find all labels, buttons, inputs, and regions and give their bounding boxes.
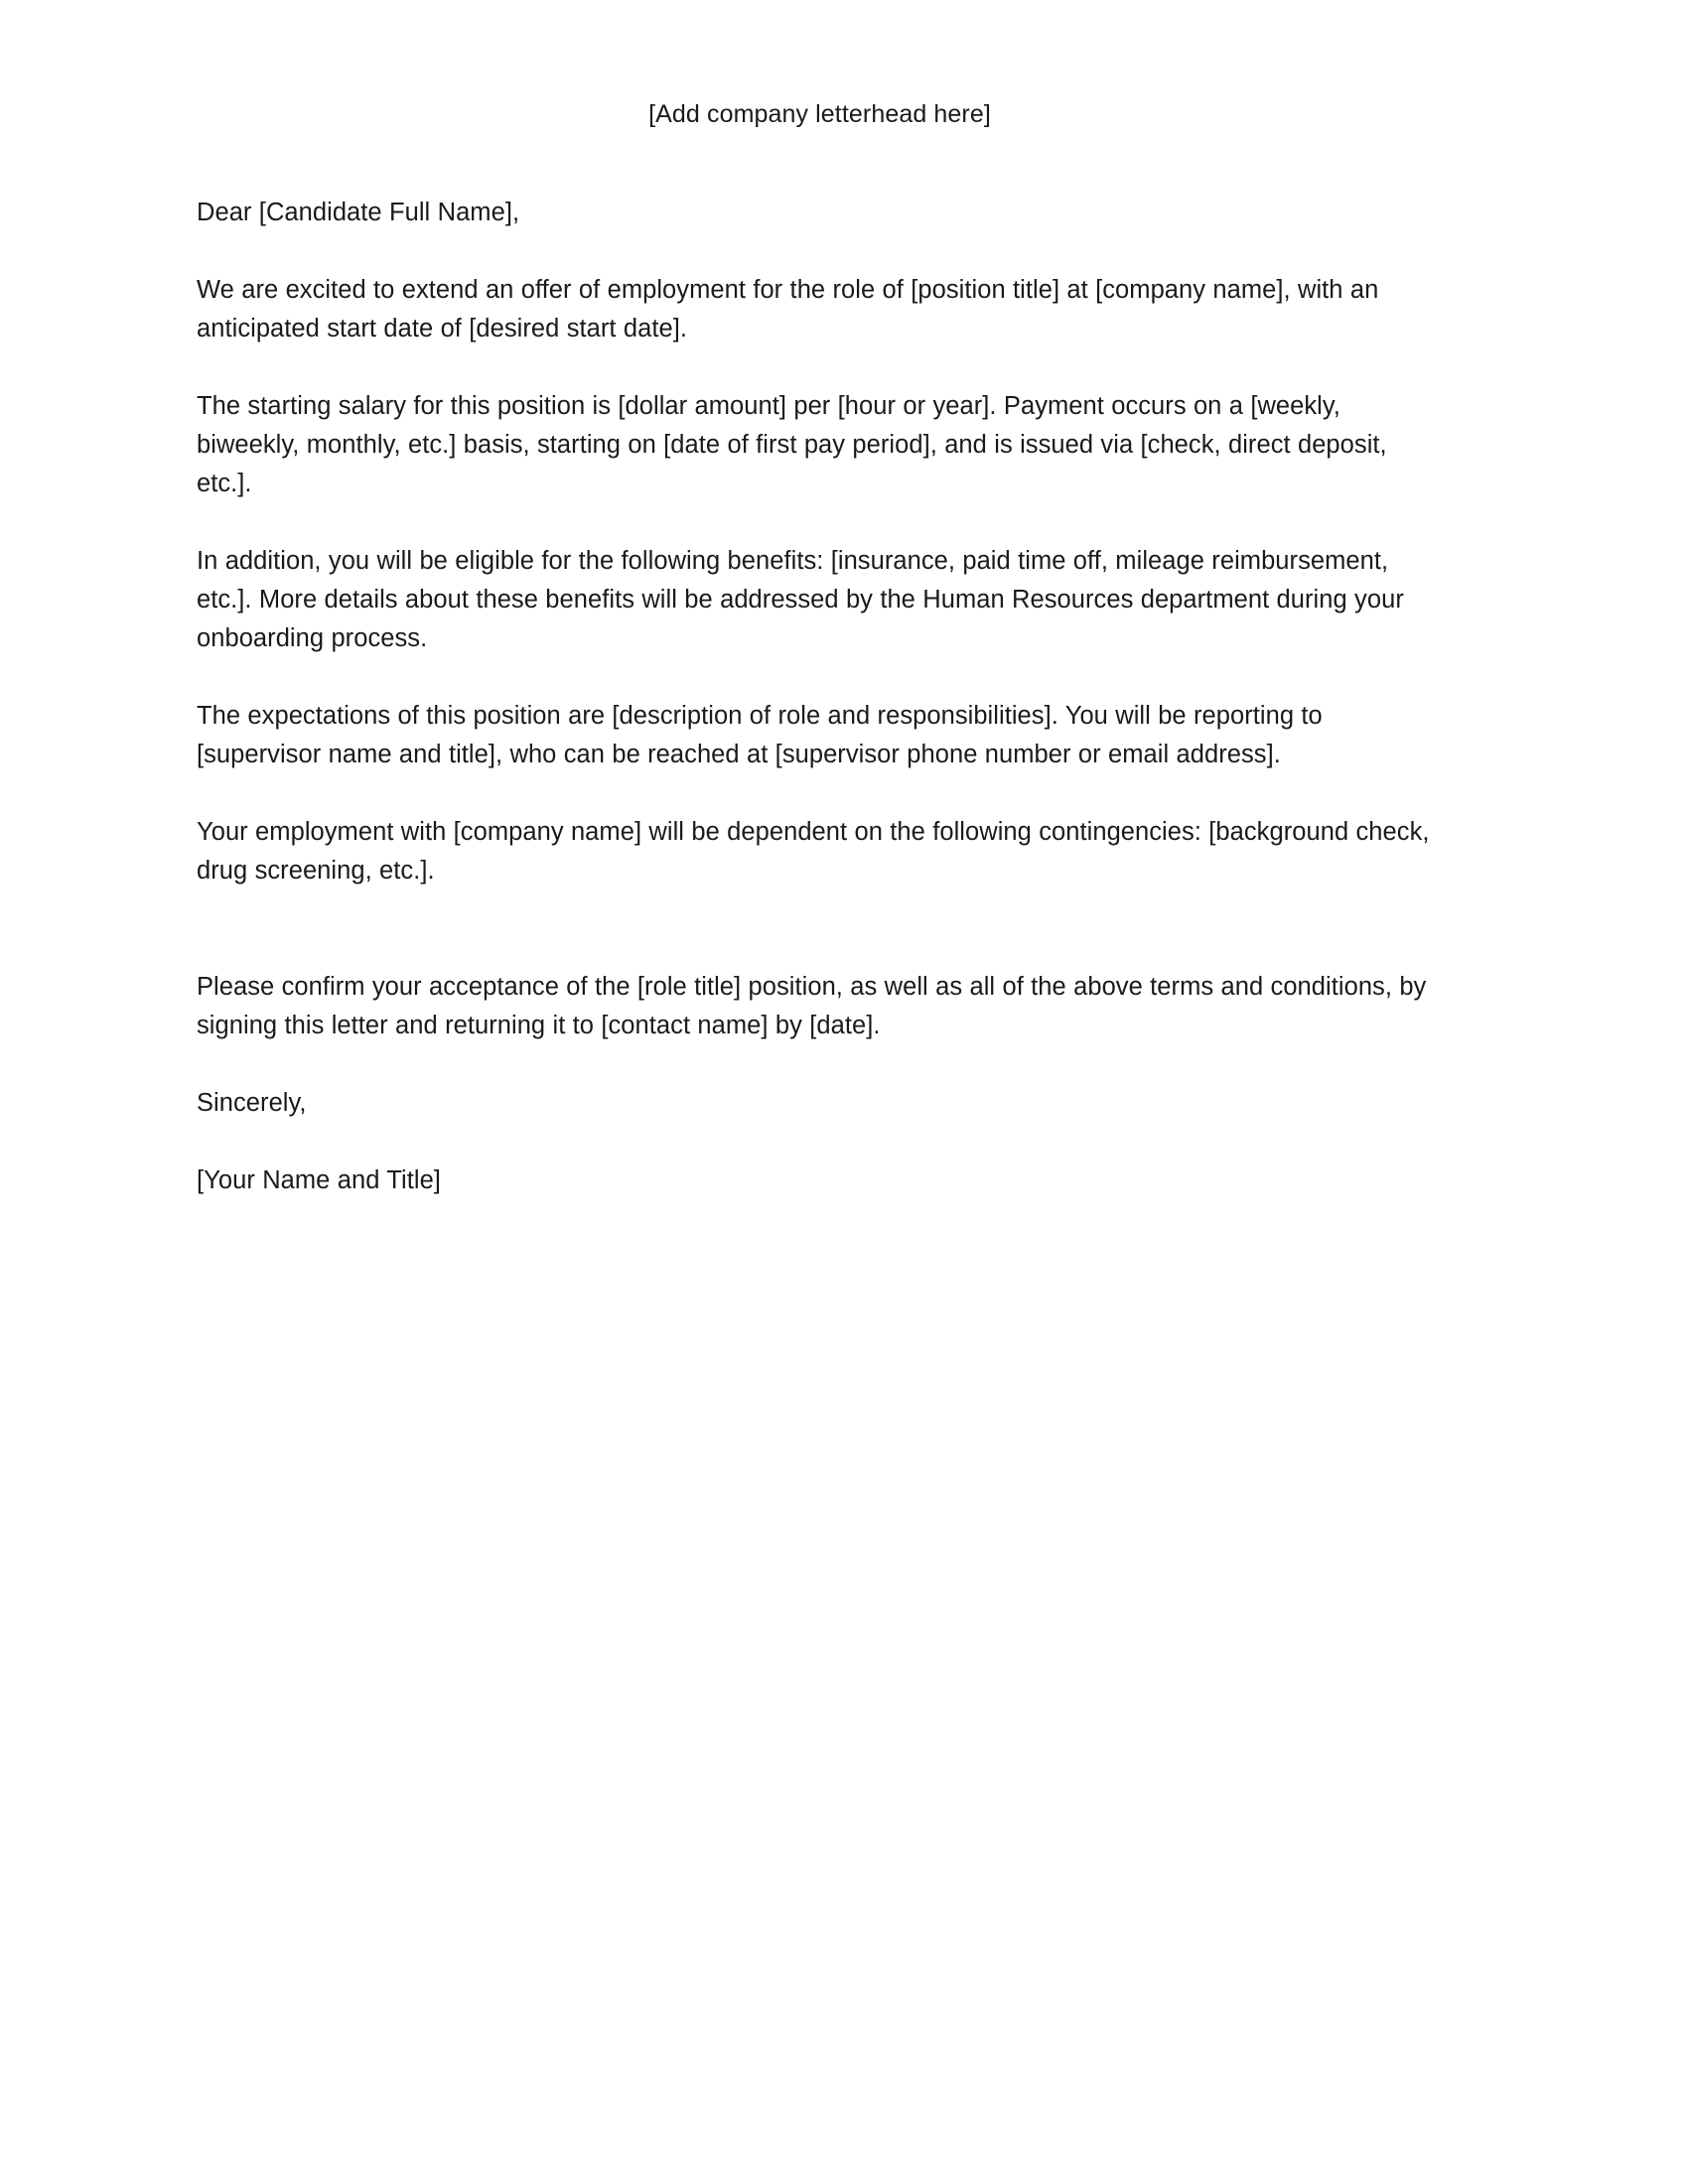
letter-text-block <box>197 194 1443 1200</box>
signature-placeholder: [Your Name and Title] <box>197 1166 441 1194</box>
company-letterhead-placeholder: [Add company letterhead here] <box>648 100 991 128</box>
salutation-line: Dear [Candidate Full Name], <box>197 199 520 226</box>
paragraph-acceptance-request: Please confirm your acceptance of the [role title] position, as well as all of the above terms and conditions, by signing this letter and returning it to [contact name] by [date]. <box>197 973 1427 1039</box>
closing-line: Sincerely, <box>197 1089 307 1117</box>
paragraph-offer-intro: We are excited to extend an offer of employment for the role of [position title] at [company name], with an anticipated start date of [desired start date]. <box>197 276 1379 342</box>
paragraph-benefits: In addition, you will be eligible for the following benefits: [insurance, paid time off, mileage reimbursement, etc.]. More details about these benefits will be addressed by the Human Resources department during your onboarding process. <box>197 547 1404 652</box>
paragraph-expectations: The expectations of this position are [description of role and responsibilities]. You will be reporting to [supervisor name and title], who can be reached at [supervisor phone number or email address]. <box>197 702 1323 768</box>
paragraph-contingencies: Your employment with [company name] will be dependent on the following contingencies: [background check, drug screening, etc.]. <box>197 818 1430 885</box>
paragraph-salary-and-payment: The starting salary for this position is [dollar amount] per [hour or year]. Payment occurs on a [weekly, biweekly, monthly, etc.] basis, starting on [date of first pay period], and is issued via [check, direct deposit, etc.]. <box>197 392 1387 497</box>
